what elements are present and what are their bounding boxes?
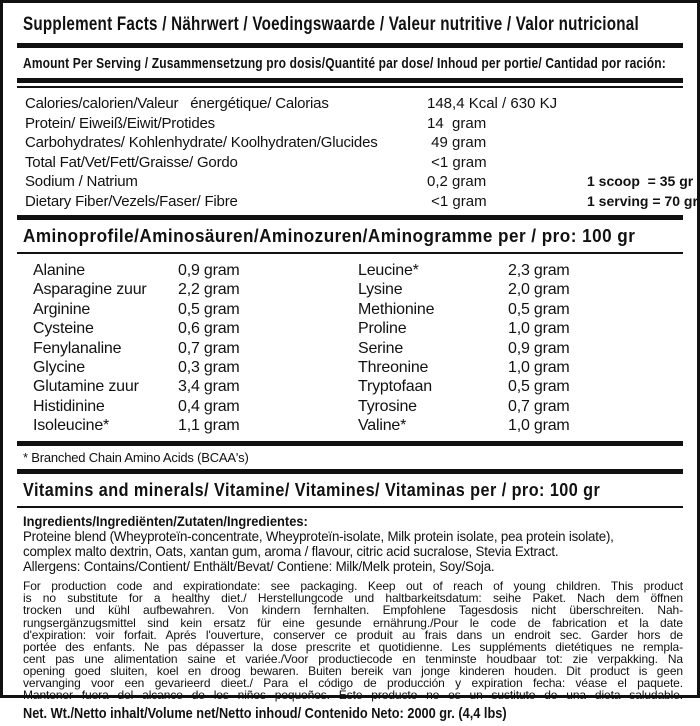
divider-under-amino-header xyxy=(17,252,683,254)
nutrient-value: 0,2 gram xyxy=(427,173,487,190)
amino-value: 2,2 gram xyxy=(178,281,240,299)
legal-line: vervanging voor een gevarieerd dieet./ Para el código de producción y expiration fecha: véase el paquete. xyxy=(23,676,683,691)
divider-under-title xyxy=(17,43,683,48)
legal-line: rungsergänzugsmittel sind kein ersatz für eine gesunde ernährung./Pour le code de fabrication et la date xyxy=(23,615,683,630)
nutrient-label: Calories/calorien/Valeur énergétique/ Calorias xyxy=(25,95,329,112)
vitamins-minerals-header: Vitamins and minerals/ Vitamine/ Vitamines/ Vitaminas per / pro: 100 gr xyxy=(23,479,601,500)
page-title: Supplement Facts / Nährwert / Voedingswaarde / Valeur nutritive / Valor nutricional xyxy=(23,14,639,35)
amino-value: 1,0 gram xyxy=(508,417,570,435)
amino-name: Arginine xyxy=(33,300,91,318)
amino-value: 0,5 gram xyxy=(508,378,570,396)
amino-name: Glycine xyxy=(33,359,85,377)
legal-line: For production code and expirationdate: see packaging. Keep out of reach of young children. This product xyxy=(23,579,683,594)
amino-value: 0,5 gram xyxy=(508,300,570,318)
legal-line: trocken und kühl aufbewahren. Von kindern fernhalten. Empfohlene Tagesdosis nicht überschreiten. Nah- xyxy=(23,603,683,618)
amino-name: Proline xyxy=(358,320,407,338)
amino-name: Valine* xyxy=(358,417,407,435)
nutrient-label: Sodium / Natrium xyxy=(25,173,138,190)
ingredients-section xyxy=(23,513,683,575)
allergens-line: Allergens: Contains/Contient/ Enthält/Bevat/ Contiene: Milk/Melk protein, Soy/Soja. xyxy=(23,558,495,575)
nutrient-label: Protein/ Eiweiß/Eiwit/Protides xyxy=(25,114,215,132)
amino-value: 0,9 gram xyxy=(178,262,240,279)
amino-acid-table xyxy=(17,261,683,436)
amino-value: 0,9 gram xyxy=(508,339,570,357)
amino-name: Threonine xyxy=(358,359,429,377)
scoop-size-note: 1 scoop = 35 gr xyxy=(587,173,694,189)
amino-name: Histidinine xyxy=(33,397,105,415)
legal-line: Mantener fuera del alcance de los niños pequeños. Este producto no es un sustituto de una dieta saludable. xyxy=(23,688,683,703)
double-divider xyxy=(17,78,683,88)
amino-value: 1,0 gram xyxy=(508,320,570,338)
net-weight-line: Net. Wt./Netto inhalt/Volume net/Netto inhoud/ Contenido Neto: 2000 gr. (4,4 lbs) xyxy=(23,705,507,723)
amino-value: 2,3 gram xyxy=(508,262,570,279)
amino-value: 0,7 gram xyxy=(508,397,570,415)
amino-name: Alanine xyxy=(33,262,85,279)
ingredients-line: complex malto dextrin, Oats, xantan gum, aroma / flavour, citric acid sucralose, Stevia Extract. xyxy=(23,542,559,559)
nutrition-table xyxy=(17,94,698,211)
amino-value: 1,0 gram xyxy=(508,359,570,377)
amino-name: Isoleucine* xyxy=(33,417,110,435)
amino-value: 0,7 gram xyxy=(178,339,240,357)
divider-thin xyxy=(17,86,683,88)
ingredients-line: Proteine blend (Wheyproteïn-concentrate, Wheyproteïn-isolate, Milk protein isolate, pea protein isolate), xyxy=(23,527,614,544)
amino-profile-header: Aminoprofile/Aminosäuren/Aminozuren/Aminogramme per / pro: 100 gr xyxy=(23,226,636,246)
table-row-calories xyxy=(17,94,683,114)
table-row-sodium xyxy=(17,172,694,192)
nutrient-label: Dietary Fiber/Vezels/Faser/ Fibre xyxy=(25,192,238,210)
legal-line: portée des enfants. Ne pas dépasser la dose prescrite et quotidienne. Les suppléments dietétiques ne rempla- xyxy=(23,639,683,654)
divider-under-vitamins-header xyxy=(17,506,683,508)
table-row-carbohydrates xyxy=(17,133,683,153)
amino-value: 0,5 gram xyxy=(178,300,240,318)
legal-line: is no substitute for a healthy diet./ Herstellungcode und haltbarkeitsdatum: seihe Paket. Nach dem öffnen xyxy=(23,591,683,606)
amino-value: 0,4 gram xyxy=(178,397,240,415)
legal-paragraph xyxy=(23,580,683,701)
amino-value: 2,0 gram xyxy=(508,281,570,299)
amino-name: Fenylanaline xyxy=(33,339,122,357)
serving-size-note: 1 serving = 70 gr xyxy=(587,192,698,209)
amino-name: Methionine xyxy=(358,300,435,318)
legal-line: opening goed sluiten, koel en droog bewaren. Buiten bereik van jonge kinderen houden. Dit product is geen xyxy=(23,663,683,678)
amino-name: Glutamine zuur xyxy=(33,378,139,396)
table-row-dietary-fiber xyxy=(17,192,698,212)
nutrient-label: Total Fat/Vet/Fett/Graisse/ Gordo xyxy=(25,153,238,171)
amino-name: Serine xyxy=(358,339,404,357)
table-row-protein xyxy=(17,114,683,134)
amino-value: 1,1 gram xyxy=(178,417,240,435)
nutrient-value: 14 gram xyxy=(427,114,487,132)
legal-line: cent pas une alimentation saine et variée./Voor productiecode en tenminste houdbaar tot: zie verpakking. Na xyxy=(23,651,683,666)
divider-above-vitamins xyxy=(17,469,683,474)
amino-value: 0,3 gram xyxy=(178,359,240,377)
nutrient-value: 49 gram xyxy=(427,134,487,151)
amino-name: Lysine xyxy=(358,281,403,299)
nutrient-value: 148,4 Kcal / 630 KJ xyxy=(427,95,558,112)
divider-under-amino-table xyxy=(17,441,683,446)
amino-value: 0,6 gram xyxy=(178,320,240,338)
ingredients-heading: Ingredients/Ingrediënten/Zutaten/Ingredientes: xyxy=(23,512,308,529)
nutrient-value: <1 gram xyxy=(427,192,487,210)
table-row-total-fat xyxy=(17,153,683,173)
amino-name: Asparagine zuur xyxy=(33,281,147,299)
legal-line: d'expiration: voir forfait. Aprés l'ouverture, conserver ce produit au frais dans un endroit sec. Garder hors de xyxy=(23,627,683,642)
divider-above-amino xyxy=(17,215,683,220)
amino-name: Cysteine xyxy=(33,320,94,338)
nutrient-value: <1 gram xyxy=(427,153,487,171)
amount-per-serving-header: Amount Per Serving / Zusammensetzung pro dosis/Quantité par dose/ Inhoud per portie/ Cantidad por ración: xyxy=(23,55,666,72)
amino-value: 3,4 gram xyxy=(178,378,240,396)
amino-name: Tryptofaan xyxy=(358,378,432,396)
nutrient-label: Carbohydrates/ Kohlenhydrate/ Koolhydraten/Glucides xyxy=(25,134,378,151)
amino-name: Leucine* xyxy=(358,262,419,279)
amino-name: Tyrosine xyxy=(358,397,417,415)
bcaa-footnote: * Branched Chain Amino Acids (BCAA's) xyxy=(23,449,249,465)
